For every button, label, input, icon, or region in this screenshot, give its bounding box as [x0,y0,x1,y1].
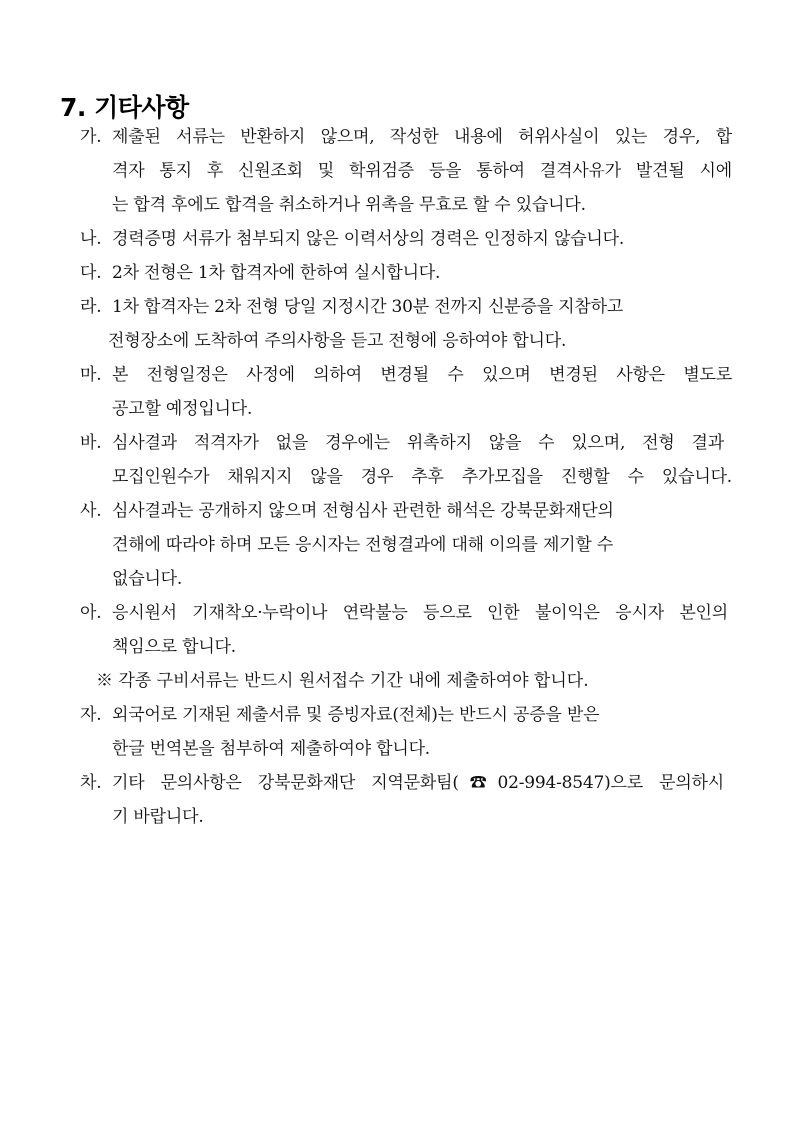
item-text-line: 기 바랍니다. [112,807,204,827]
list-item [0,222,793,256]
item-text-line: 격자 통지 후 신원조회 및 학위검증 등을 통하여 결격사유가 발견될 시에 [112,161,732,181]
list-item-continuation [0,460,793,494]
item-marker: 다. [80,263,102,283]
list-item-continuation [0,630,793,664]
item-text-line: 응시원서 기재착오·누락이나 연락불능 등으로 인한 불이익은 응시자 본인의 [112,603,728,623]
item-text-line: 모집인원수가 채워지지 않을 경우 추후 추가모집을 진행할 수 있습니다. [112,467,732,487]
item-marker: 차. [80,773,102,793]
list-item-continuation [0,188,793,222]
item-text-line: 한글 번역본을 첨부하여 제출하여야 합니다. [112,739,431,759]
list-item-continuation [0,562,793,596]
list-item-continuation [0,392,793,426]
list-item [0,120,793,154]
item-text-line: 는 합격 후에도 합격을 취소하거나 위촉을 무효로 할 수 있습니다. [112,195,586,215]
list-item-continuation [0,528,793,562]
item-marker: 가. [80,127,102,147]
item-marker: 사. [80,501,102,521]
item-text-line: 외국어로 기재된 제출서류 및 증빙자료(전체)는 반드시 공증을 받은 [112,705,600,725]
list-item [0,494,793,528]
list-item [0,766,793,800]
item-text-line: 없습니다. [112,569,183,589]
item-text-line: 1차 합격자는 2차 전형 당일 지정시간 30분 전까지 신분증을 지참하고 [112,297,624,317]
item-marker: 자. [80,705,102,725]
list-item-continuation [0,154,793,188]
list-item [0,596,793,630]
item-text-line: 견해에 따라야 하며 모든 응시자는 전형결과에 대해 이의를 제기할 수 [112,535,614,555]
list-item [0,358,793,392]
item-text-line: 심사결과 적격자가 없을 경우에는 위촉하지 않을 수 있으며, 전형 결과 [112,433,724,453]
item-text-line: 공고할 예정입니다. [112,399,253,419]
note-line: ※ 각종 구비서류는 반드시 원서접수 기간 내에 제출하여야 합니다. [96,671,589,691]
item-text-line: 책임으로 합니다. [112,637,236,657]
item-marker: 마. [80,365,102,385]
item-marker: 나. [80,229,102,249]
item-marker: 바. [80,433,102,453]
list-item [0,290,793,324]
item-text-line: 본 전형일정은 사정에 의하여 변경될 수 있으며 변경된 사항은 별도로 [112,365,732,385]
item-text-line: 기타 문의사항은 강북문화재단 지역문화팀(☎02-994-8547)으로 문의하시 [112,773,724,793]
section-title: 7. 기타사항 [60,93,189,122]
item-text-line: 경력증명 서류가 첨부되지 않은 이력서상의 경력은 인정하지 않습니다. [112,229,625,249]
list-item-continuation [0,800,793,834]
list-item [0,698,793,732]
item-text-line: 2차 전형은 1차 합격자에 한하여 실시합니다. [112,263,441,283]
item-marker: 라. [80,297,102,317]
list-item [0,256,793,290]
list-item-continuation [0,732,793,766]
item-text-line: 심사결과는 공개하지 않으며 전형심사 관련한 해석은 강북문화재단의 [112,501,614,521]
item-marker: 아. [80,603,102,623]
list-item-continuation [0,324,793,358]
item-text-line: 전형장소에 도착하여 주의사항을 듣고 전형에 응하여야 합니다. [108,331,567,351]
list-item [0,426,793,460]
item-text-line: 제출된 서류는 반환하지 않으며, 작성한 내용에 허위사실이 있는 경우, 합 [112,127,732,147]
